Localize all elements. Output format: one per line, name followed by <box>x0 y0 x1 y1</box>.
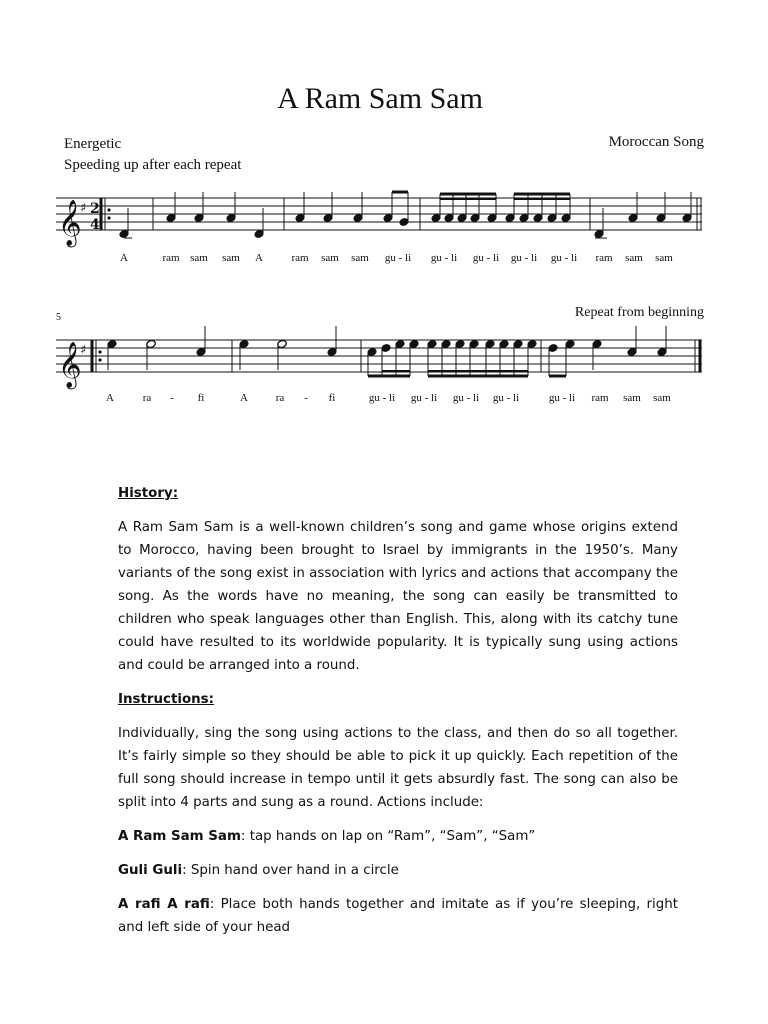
lyric-syllable: gu - li <box>510 252 538 264</box>
treble-clef-icon: 𝄞 <box>58 342 82 388</box>
lyric-syllable: gu - li <box>492 392 520 404</box>
lyrics-line-2 <box>0 392 768 410</box>
instructions-paragraph: Individually, sing the song using actions to the class, and then do so all together. It’s fairly simple so they should be able to pick it up quickly. Each repetition of the full song should increase in tempo until it gets absurdly fast. The song can also be split into 4 parts and sung as a round. Actions include: <box>118 726 678 810</box>
action-item <box>118 825 678 848</box>
action-description: : tap hands on lap on “Ram”, “Sam”, “Sam” <box>240 829 536 844</box>
lyric-syllable: sam <box>655 252 673 264</box>
history-paragraph: A Ram Sam Sam is a well-known children’s song and game whose origins extend to Morocco, having been brought to Israel by immigrants in the 1950’s. Many variants of the song exist in association with lyrics and actions that accompany the song. As the words have no meaning, the song can easily be transmitted to children who speak languages other than English. This, along with its catchy tune could have resulted to its worldwide popularity. It is typically sung using actions and could be arranged into a round. <box>118 520 678 673</box>
measure-number: 5 <box>56 312 61 323</box>
action-description: : Spin hand over hand in a circle <box>182 863 399 878</box>
lyric-syllable: - <box>170 392 174 404</box>
tempo-marking <box>64 134 241 176</box>
song-title: A Ram Sam Sam <box>277 82 483 115</box>
lyric-syllable: ram <box>162 252 180 264</box>
notes-line-2 <box>107 326 667 376</box>
lyric-syllable: gu - li <box>368 392 396 404</box>
history-heading: History: <box>118 486 179 501</box>
lyric-syllable: A <box>106 392 114 404</box>
lyric-syllable: sam <box>653 392 671 404</box>
lyric-syllable: sam <box>222 252 240 264</box>
song-origin: Moroccan Song <box>608 134 704 150</box>
lyric-syllable: sam <box>623 392 641 404</box>
lyric-syllable: ram <box>291 252 309 264</box>
tempo-line-1: Energetic <box>64 136 122 152</box>
repeat-instruction: Repeat from beginning <box>574 305 704 320</box>
notes-line-1 <box>119 192 692 238</box>
treble-clef-icon: 𝄞 <box>58 200 82 246</box>
lyric-syllable: gu - li <box>410 392 438 404</box>
lyric-syllable: sam <box>351 252 369 264</box>
lyric-syllable: sam <box>321 252 339 264</box>
action-item <box>118 893 678 939</box>
lyric-syllable: gu - li <box>472 252 500 264</box>
lyric-syllable: A <box>240 392 248 404</box>
lyric-syllable: gu - li <box>430 252 458 264</box>
instructions-heading: Instructions: <box>118 692 215 707</box>
svg-text:4: 4 <box>90 217 100 233</box>
sheet-music <box>0 0 768 460</box>
lyric-syllable: A <box>255 252 263 264</box>
sharp-key-signature-icon: ♯ <box>80 343 87 358</box>
lyric-syllable: sam <box>625 252 643 264</box>
lyric-syllable: ra <box>275 392 285 404</box>
action-label: A rafi A rafi <box>118 897 210 912</box>
lyric-syllable: fi <box>328 392 336 404</box>
time-signature <box>90 201 100 233</box>
action-item <box>118 859 678 882</box>
action-label: Guli Guli <box>118 863 183 878</box>
lyric-syllable: - <box>304 392 308 404</box>
svg-text:2: 2 <box>90 201 100 217</box>
tempo-line-2: Speeding up after each repeat <box>64 157 242 173</box>
lyric-syllable: gu - li <box>550 252 578 264</box>
lyric-syllable: ram <box>595 252 613 264</box>
action-description: : Place both hands together and imitate as if you’re sleeping, right and left side of your head <box>118 897 678 935</box>
lyric-syllable: A <box>120 252 128 264</box>
lyric-syllable: gu - li <box>384 252 412 264</box>
lyric-syllable: ram <box>591 392 609 404</box>
action-label: A Ram Sam Sam <box>118 829 241 844</box>
lyric-syllable: sam <box>190 252 208 264</box>
sharp-key-signature-icon: ♯ <box>80 201 87 216</box>
lyrics-line-1 <box>0 252 768 270</box>
lyric-syllable: fi <box>197 392 205 404</box>
lyric-syllable: gu - li <box>452 392 480 404</box>
lyric-syllable: ra <box>142 392 152 404</box>
lyric-syllable: gu - li <box>548 392 576 404</box>
document-body <box>118 482 678 950</box>
